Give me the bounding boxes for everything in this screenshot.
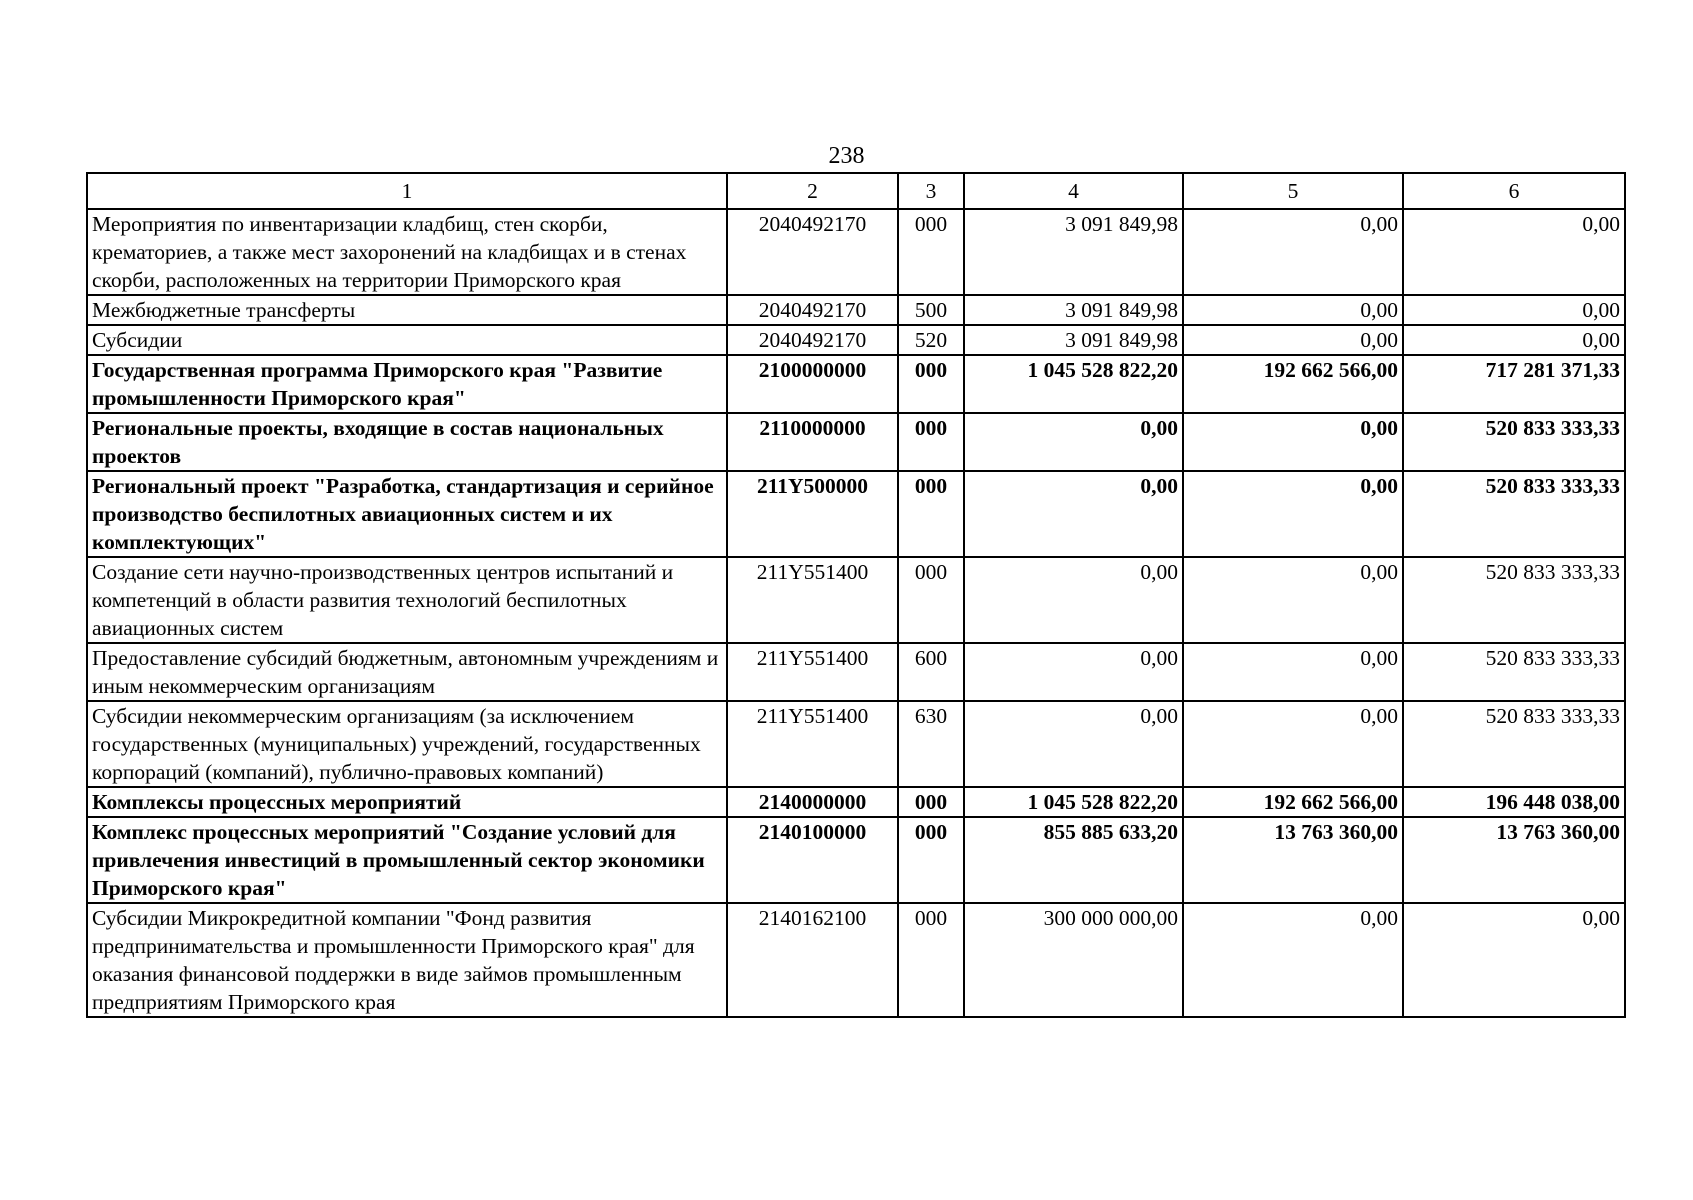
table-row	[87, 295, 1625, 325]
table-row	[87, 209, 1625, 295]
row-expense-type: 000	[898, 355, 964, 413]
row-target-code: 2140000000	[727, 787, 898, 817]
row-expense-type: 000	[898, 817, 964, 903]
row-name: Государственная программа Приморского края "Развитие промышленности Приморского края"	[87, 355, 727, 413]
row-amount-col6: 520 833 333,33	[1403, 413, 1625, 471]
row-amount-col4: 0,00	[964, 643, 1183, 701]
row-name: Комплекс процессных мероприятий "Создание условий для привлечения инвестиций в промышленный сектор экономики Приморского края"	[87, 817, 727, 903]
row-name: Межбюджетные трансферты	[87, 295, 727, 325]
row-amount-col6: 196 448 038,00	[1403, 787, 1625, 817]
row-name: Субсидии некоммерческим организациям (за исключением государственных (муниципальных) учреждений, государственных корпораций (компаний), публично-правовых компаний)	[87, 701, 727, 787]
row-amount-col6: 520 833 333,33	[1403, 557, 1625, 643]
row-amount-col6: 520 833 333,33	[1403, 643, 1625, 701]
row-amount-col5: 192 662 566,00	[1183, 787, 1403, 817]
row-target-code: 2040492170	[727, 295, 898, 325]
row-amount-col5: 0,00	[1183, 643, 1403, 701]
row-name: Комплексы процессных мероприятий	[87, 787, 727, 817]
row-name: Субсидии Микрокредитной компании "Фонд развития предпринимательства и промышленности Приморского края" для оказания финансовой поддержки в виде займов промышленным предприятиям Приморского края	[87, 903, 727, 1017]
row-amount-col6: 520 833 333,33	[1403, 701, 1625, 787]
column-header-6: 6	[1403, 173, 1625, 209]
column-header-5: 5	[1183, 173, 1403, 209]
table-body	[87, 209, 1625, 1017]
page-number: 238	[828, 143, 865, 169]
row-name: Предоставление субсидий бюджетным, автономным учреждениям и иным некоммерческим организациям	[87, 643, 727, 701]
row-amount-col6: 520 833 333,33	[1403, 471, 1625, 557]
row-expense-type: 000	[898, 413, 964, 471]
row-amount-col6: 717 281 371,33	[1403, 355, 1625, 413]
row-amount-col5: 13 763 360,00	[1183, 817, 1403, 903]
row-amount-col6: 13 763 360,00	[1403, 817, 1625, 903]
row-target-code: 2040492170	[727, 325, 898, 355]
header-row	[87, 173, 1625, 209]
row-expense-type: 500	[898, 295, 964, 325]
row-name: Мероприятия по инвентаризации кладбищ, стен скорби, крематориев, а также мест захоронений на кладбищах и в стенах скорби, расположенных на территории Приморского края	[87, 209, 727, 295]
row-target-code: 2140100000	[727, 817, 898, 903]
column-header-3: 3	[898, 173, 964, 209]
row-amount-col4: 3 091 849,98	[964, 295, 1183, 325]
row-amount-col5: 0,00	[1183, 325, 1403, 355]
row-expense-type: 000	[898, 787, 964, 817]
row-expense-type: 600	[898, 643, 964, 701]
row-amount-col4: 0,00	[964, 413, 1183, 471]
column-header-2: 2	[727, 173, 898, 209]
row-amount-col6: 0,00	[1403, 295, 1625, 325]
table-row	[87, 413, 1625, 471]
row-amount-col4: 300 000 000,00	[964, 903, 1183, 1017]
row-amount-col6: 0,00	[1403, 209, 1625, 295]
table-row	[87, 471, 1625, 557]
row-name: Региональный проект "Разработка, стандартизация и серийное производство беспилотных авиационных систем и их комплектующих"	[87, 471, 727, 557]
row-target-code: 2110000000	[727, 413, 898, 471]
row-expense-type: 000	[898, 557, 964, 643]
table-row	[87, 787, 1625, 817]
row-expense-type: 630	[898, 701, 964, 787]
row-target-code: 211Y551400	[727, 701, 898, 787]
row-amount-col4: 1 045 528 822,20	[964, 787, 1183, 817]
row-amount-col4: 0,00	[964, 701, 1183, 787]
row-target-code: 211Y500000	[727, 471, 898, 557]
table-row	[87, 817, 1625, 903]
table-row	[87, 325, 1625, 355]
table-row	[87, 643, 1625, 701]
row-amount-col5: 0,00	[1183, 471, 1403, 557]
row-amount-col5: 0,00	[1183, 701, 1403, 787]
column-header-1: 1	[87, 173, 727, 209]
row-amount-col6: 0,00	[1403, 325, 1625, 355]
row-amount-col5: 192 662 566,00	[1183, 355, 1403, 413]
row-amount-col5: 0,00	[1183, 413, 1403, 471]
row-name: Региональные проекты, входящие в состав национальных проектов	[87, 413, 727, 471]
row-amount-col5: 0,00	[1183, 557, 1403, 643]
row-amount-col4: 3 091 849,98	[964, 325, 1183, 355]
row-target-code: 2040492170	[727, 209, 898, 295]
row-target-code: 2100000000	[727, 355, 898, 413]
table-row	[87, 701, 1625, 787]
row-amount-col5: 0,00	[1183, 903, 1403, 1017]
row-name: Субсидии	[87, 325, 727, 355]
row-amount-col4: 1 045 528 822,20	[964, 355, 1183, 413]
row-target-code: 211Y551400	[727, 557, 898, 643]
row-amount-col5: 0,00	[1183, 209, 1403, 295]
row-name: Создание сети научно-производственных центров испытаний и компетенций в области развития технологий беспилотных авиационных систем	[87, 557, 727, 643]
row-amount-col4: 3 091 849,98	[964, 209, 1183, 295]
row-amount-col4: 0,00	[964, 557, 1183, 643]
row-amount-col4: 0,00	[964, 471, 1183, 557]
table-row	[87, 557, 1625, 643]
budget-table	[86, 172, 1626, 1018]
row-amount-col4: 855 885 633,20	[964, 817, 1183, 903]
table-row	[87, 355, 1625, 413]
row-expense-type: 520	[898, 325, 964, 355]
table-row	[87, 903, 1625, 1017]
row-target-code: 2140162100	[727, 903, 898, 1017]
row-expense-type: 000	[898, 903, 964, 1017]
row-amount-col6: 0,00	[1403, 903, 1625, 1017]
row-expense-type: 000	[898, 471, 964, 557]
column-header-4: 4	[964, 173, 1183, 209]
row-target-code: 211Y551400	[727, 643, 898, 701]
row-expense-type: 000	[898, 209, 964, 295]
row-amount-col5: 0,00	[1183, 295, 1403, 325]
